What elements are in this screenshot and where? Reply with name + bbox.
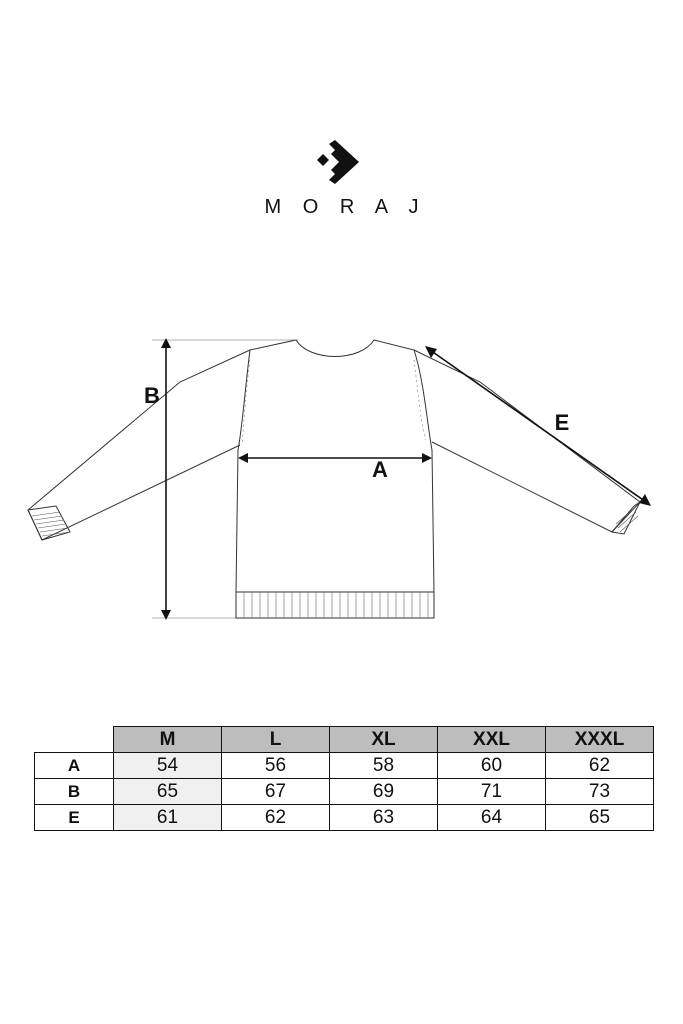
table-corner <box>35 727 114 753</box>
table-row <box>35 779 654 805</box>
row-label-b: B <box>35 779 114 805</box>
table-cell: 56 <box>222 753 330 779</box>
size-header-xxl: XXL <box>438 727 546 753</box>
table-cell: 71 <box>438 779 546 805</box>
table-cell: 67 <box>222 779 330 805</box>
size-header-xl: XL <box>330 727 438 753</box>
right-sleeve-outline <box>414 350 640 532</box>
table-row <box>35 805 654 831</box>
table-cell: 65 <box>546 805 654 831</box>
brand-name: M O R A J <box>264 196 427 218</box>
size-chart-table <box>34 726 654 831</box>
moraj-logo-icon <box>315 140 361 184</box>
table-cell: 62 <box>546 753 654 779</box>
left-sleeve-outline <box>28 350 250 540</box>
size-header-row <box>35 727 654 753</box>
size-header-m: M <box>114 727 222 753</box>
measure-e-label: E <box>554 410 570 435</box>
table-cell: 73 <box>546 779 654 805</box>
table-cell: 62 <box>222 805 330 831</box>
table-cell: 61 <box>114 805 222 831</box>
measure-b-arrow <box>152 340 298 618</box>
row-label-e: E <box>35 805 114 831</box>
measure-e-arrow <box>430 350 646 502</box>
table-row <box>35 753 654 779</box>
table-cell: 69 <box>330 779 438 805</box>
row-label-a: A <box>35 753 114 779</box>
table-cell: 54 <box>114 753 222 779</box>
table-cell: 64 <box>438 805 546 831</box>
sweater-body-outline <box>236 340 434 592</box>
measure-a-label: A <box>372 457 388 482</box>
sweater-measurement-diagram <box>0 320 683 640</box>
size-header-xxxl: XXXL <box>546 727 654 753</box>
table-cell: 58 <box>330 753 438 779</box>
measure-b-label: B <box>144 383 160 408</box>
table-cell: 65 <box>114 779 222 805</box>
size-header-l: L <box>222 727 330 753</box>
table-cell: 60 <box>438 753 546 779</box>
table-cell: 63 <box>330 805 438 831</box>
